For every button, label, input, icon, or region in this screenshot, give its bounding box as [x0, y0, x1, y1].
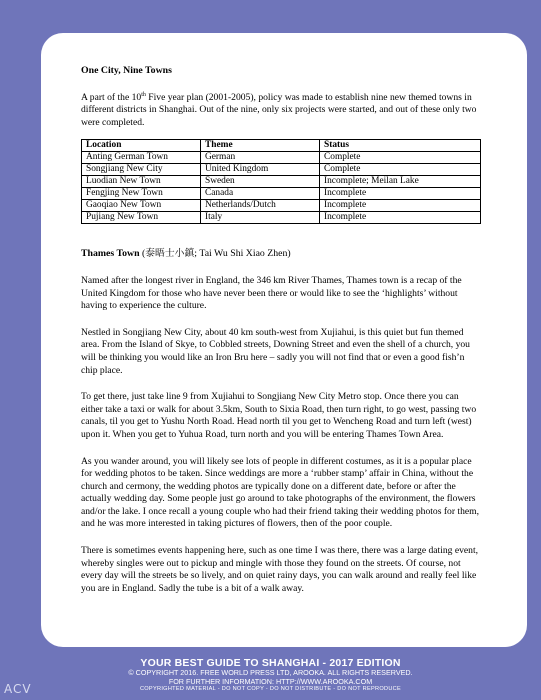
- table-cell: Incomplete: [320, 200, 481, 212]
- section-title-one-city: One City, Nine Towns: [81, 65, 172, 76]
- table-cell: Incomplete: [320, 188, 481, 200]
- table-header-theme: Theme: [201, 140, 320, 152]
- footer-copyright: © COPYRIGHT 2016. FREE WORLD PRESS LTD, AROOKA. ALL RIGHTS RESERVED.: [128, 668, 413, 677]
- watermark: ACV: [4, 682, 32, 696]
- body-paragraph: Nestled in Songjiang New City, about 40 km south-west from Xujiahui, is this quiet but fun themed area. From the Island of Skye, to Cobbled streets, Downing Street and even the shell of a church, you will be thinking you would like an Iron Bru here – sadly you will not find that or even a good fish’n chip place.: [81, 326, 470, 376]
- table-cell: Incomplete: [320, 212, 481, 224]
- body-paragraph: There is sometimes events happening here, such as one time I was there, there was a large dating event, whereby singles were out to pickup and mingle with those they found on the streets. Of course, not every day will the streets be so lively, and on quiet rainy days, you can walk around and really feel like you are in England. Sadly the tube is a bit of a walk away.: [81, 545, 479, 594]
- table-cell: Gaoqiao New Town: [82, 200, 201, 212]
- body-paragraph: As you wander around, you will likely see lots of people in different costumes, as it is a popular place for wedding photos to be taken. Since weddings are more a ‘rubber stamp’ affair in China, without the church and cermony, the wedding photos are typically done on a different date, before or after the actually wedding day. Some people just go around to take photographs of the environment, the flowers and/or the lake. I once recall a young couple who had their friend taking their wedding photos for them, and he was more interested in taking pictures of flowers, then of the poor couple.: [81, 455, 480, 530]
- intro-text-end: Five year plan (2001-2005), policy was made to establish nine new themed towns in different districts in Shanghai. Out of the nine, only six projects were started, and out of these only two were completed.: [81, 91, 477, 128]
- table-cell: German: [201, 152, 320, 164]
- table-cell: Italy: [201, 212, 320, 224]
- table-row: [82, 188, 481, 200]
- table-cell: United Kingdom: [201, 164, 320, 176]
- intro-paragraph: [81, 92, 481, 130]
- towns-table: [81, 139, 481, 224]
- table-cell: Luodian New Town: [82, 176, 201, 188]
- thames-town-chinese-name: (泰晤士小鎮; Tai Wu Shi Xiao Zhen): [139, 248, 291, 260]
- table-row: [82, 212, 481, 224]
- page-content: [81, 65, 481, 595]
- page-footer: [0, 657, 541, 693]
- table-cell: Complete: [320, 164, 481, 176]
- section-title-thames-town: [81, 248, 481, 261]
- table-cell: Sweden: [201, 176, 320, 188]
- body-paragraph: To get there, just take line 9 from Xujiahui to Songjiang New City Metro stop. Once there you can either take a taxi or walk for about 3.5km, South to Sixia Road, then turn right, to go west, passing two canals, til you get to Yushu North Road. Head north til you get to Wencheng Road and turn left (west) upon it. When you get to Yuhua Road, turn north and you will be entering Thames Town Area.: [81, 391, 477, 440]
- footer-info: FOR FURTHER INFORMATION: HTTP://WWW.AROOKA.COM: [168, 676, 373, 686]
- body-paragraph: Named after the longest river in England, the 346 km River Thames, Thames town is a recap of the United Kingdom for those who have never been there or would like to see the ‘highlights’ without having to experience the culture.: [81, 274, 462, 312]
- table-cell: Complete: [320, 152, 481, 164]
- footer-notice: COPYRIGHTED MATERIAL - DO NOT COPY - DO NOT DISTRIBUTE - DO NOT REPRODUCE: [139, 686, 402, 692]
- footer-title: YOUR BEST GUIDE TO SHANGHAI - 2017 EDITION: [140, 657, 401, 669]
- table-header-location: Location: [82, 140, 201, 152]
- table-cell: Incomplete; Meilan Lake: [320, 176, 481, 188]
- intro-superscript: th: [141, 91, 146, 98]
- table-cell: Fengjing New Town: [82, 188, 201, 200]
- thames-town-title: Thames Town: [81, 248, 140, 260]
- table-cell: Anting German Town: [82, 152, 201, 164]
- table-header-status: Status: [320, 140, 481, 152]
- table-row: [82, 176, 481, 188]
- table-cell: Canada: [201, 188, 320, 200]
- intro-text-start: A part of the 10: [81, 91, 142, 103]
- table-cell: Netherlands/Dutch: [201, 200, 320, 212]
- table-row: [82, 152, 481, 164]
- table-header-row: [82, 140, 481, 152]
- document-page: [41, 33, 527, 647]
- table-cell: Songjiang New City: [82, 164, 201, 176]
- table-cell: Pujiang New Town: [82, 212, 201, 224]
- table-row: [82, 164, 481, 176]
- table-row: [82, 200, 481, 212]
